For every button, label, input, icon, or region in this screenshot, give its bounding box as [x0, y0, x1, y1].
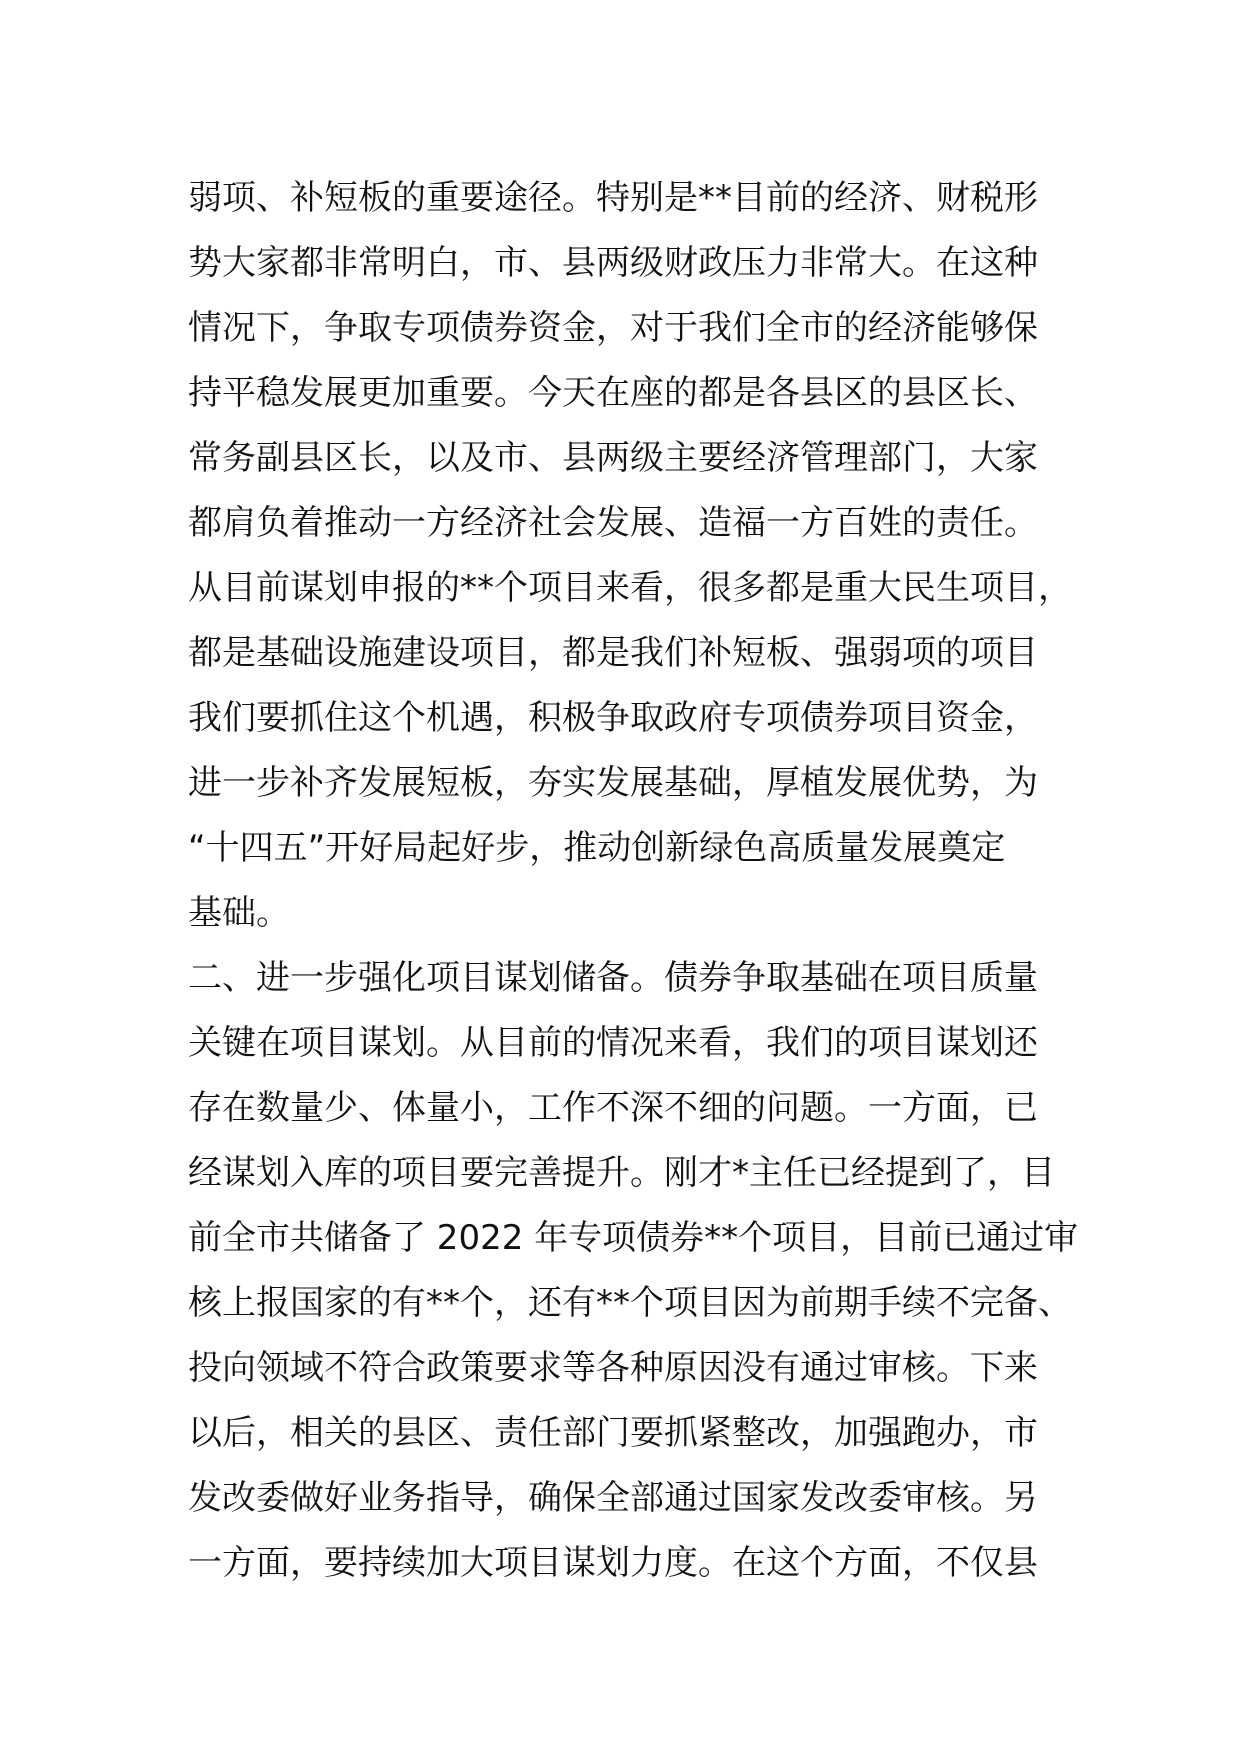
text-line: 核上报国家的有**个，还有**个项目因为前期手续不完备、 [188, 1283, 1072, 1323]
text-line: 情况下，争取专项债券资金，对于我们全市的经济能够保 [188, 308, 1038, 348]
text-line: 都肩负着推动一方经济社会发展、造福一方百姓的责任。 [188, 503, 1038, 543]
section-heading-line: 二、进一步强化项目谋划储备。债券争取基础在项目质量 [188, 958, 1038, 998]
text-line: 关键在项目谋划。从目前的情况来看，我们的项目谋划还 [188, 1023, 1038, 1063]
text-line: 我们要抓住这个机遇，积极争取政府专项债券项目资金， [188, 698, 1038, 738]
text-line: 都是基础设施建设项目，都是我们补短板、强弱项的项目 [188, 633, 1038, 673]
text-line: 进一步补齐发展短板，夯实发展基础，厚植发展优势，为 [188, 763, 1038, 803]
text-line: 弱项、补短板的重要途径。特别是**目前的经济、财税形 [188, 178, 1038, 218]
text-line: 常务副县区长，以及市、县两级主要经济管理部门，大家 [188, 438, 1038, 478]
text-line: 基础。 [188, 893, 290, 933]
text-line: 从目前谋划申报的**个项目来看，很多都是重大民生项目， [188, 568, 1072, 608]
text-line: 经谋划入库的项目要完善提升。刚才*主任已经提到了，目 [188, 1153, 1055, 1193]
text-line: “十四五”开好局起好步，推动创新绿色高质量发展奠定 [188, 828, 1006, 868]
text-line: 发改委做好业务指导，确保全部通过国家发改委审核。另 [188, 1478, 1038, 1518]
text-line: 以后，相关的县区、责任部门要抓紧整改，加强跑办，市 [188, 1413, 1038, 1453]
text-line: 前全市共储备了 2022 年专项债券**个项目，目前已通过审 [188, 1218, 1079, 1258]
text-line: 一方面，要持续加大项目谋划力度。在这个方面，不仅县 [188, 1543, 1038, 1583]
text-line: 持平稳发展更加重要。今天在座的都是各县区的县区长、 [188, 373, 1038, 413]
body-text [188, 166, 1088, 1596]
text-line: 投向领域不符合政策要求等各种原因没有通过审核。下来 [188, 1348, 1038, 1388]
text-line: 势大家都非常明白，市、县两级财政压力非常大。在这种 [188, 243, 1038, 283]
text-line: 存在数量少、体量小，工作不深不细的问题。一方面，已 [188, 1088, 1038, 1128]
